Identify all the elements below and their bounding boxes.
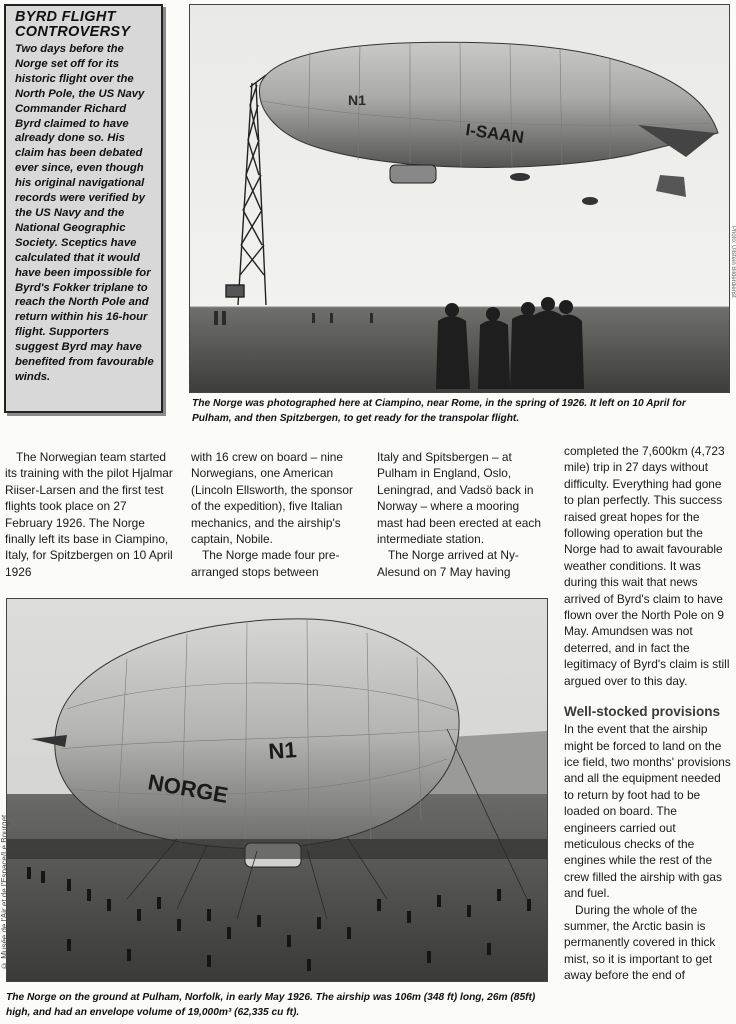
airship-nose-mark: N1: [348, 92, 366, 108]
airship-nose-mark-ground: N1: [267, 737, 298, 764]
article-column-3: [377, 449, 547, 580]
bottom-photo-credit: © Musée de l'Air et de l'Espace/Le Bourget: [0, 814, 9, 970]
col1-paragraph: The Norwegian team started its training with the pilot Hjalmar Riiser-Larsen and the first test flights took place on 27 February 1926. The Norge finally left its base in Ciampino, Italy, for Spitzbergen on 10 April 1926: [5, 450, 173, 579]
photo-norge-pulham: [6, 598, 548, 982]
subheading-provisions: Well-stocked provisions: [564, 704, 721, 720]
airship-registration: I-SAAN: [464, 120, 526, 148]
sidebar-title: BYRD FLIGHT CONTROVERSY: [15, 9, 131, 40]
airship-name-mark: NORGE: [146, 769, 230, 808]
caption-top-photo: The Norge was photographed here at Ciampino, near Rome, in the spring of 1926. It left on 10 April for Pulham, and then Spitzbergen, to get ready for the transpolar flight.: [192, 398, 686, 424]
article-column-2: [191, 449, 361, 580]
col3-paragraph-1: Italy and Spitsbergen – at Pulham in England, Oslo, Leningrad, and Vadsö back in Norway – where a mooring mast had been erected at each intermediate station.: [377, 450, 541, 547]
col2-paragraph-2: The Norge made four pre-arranged stops between: [191, 548, 340, 579]
col4-paragraph-2: In the event that the airship might be forced to land on the ice field, two months' provisions and all the equipment needed to return by foot had to be loaded on board. The engineers carried out meticulous checks of the engines while the rest of the crew filled the airship with gas and fuel.: [564, 722, 731, 901]
photo-norge-ciampino: [189, 4, 730, 393]
col4-paragraph-1: completed the 7,600km (4,723 mile) trip in 27 days without difficulty. Everything had gone to plan perfectly. This success raised great hopes for the following operation but the Norge had to await favourable weather conditions. It was during this wait that news arrived of Byrd's claim to have flown over the North Pole on 9 May. Amundsen was not deterred, and in fact the legitimacy of Byrd's claim is still argued over to this day.: [564, 444, 730, 688]
caption-bottom-photo: The Norge on the ground at Pulham, Norfolk, in early May 1926. The airship was 106m (348 ft) long, 26m (85ft) high, and had an envelope volume of 19,000m³ (62,335 cu ft).: [6, 992, 536, 1018]
article-column-4: [564, 443, 732, 984]
article-column-1: [5, 449, 177, 580]
col4-paragraph-3: During the whole of the summer, the Arctic basin is permanently covered in thick mist, so it is important to get away before the end of: [564, 902, 716, 983]
side-photo-credit: Photo: Ullstein Bilderdienst: [730, 226, 736, 298]
col2-paragraph-1: with 16 crew on board – nine Norwegians, one American (Lincoln Ellsworth, the sponsor of the expedition), five Italian mechanics, and the airship's captain, Nobile.: [191, 450, 353, 547]
airship-ground-illustration: [7, 599, 547, 981]
airship-photo-illustration: [190, 5, 729, 392]
col3-paragraph-2: The Norge arrived at Ny-Alesund on 7 May having: [377, 548, 519, 579]
sidebar-body: Two days before the Norge set off for its historic flight over the North Pole, the US Navy Commander Richard Byrd claimed to have already done so. His claim has been debated ever since, even though his original navigational records were verified by the US Navy and the National Geographic Society. Sceptics have calculated that it would have been impossible for Byrd's Fokker triplane to reach the North Pole and return within his 16-hour flight. Supporters suggest Byrd may have benefited from favourable winds.: [15, 43, 154, 383]
byrd-sidebar-box: [4, 4, 163, 413]
